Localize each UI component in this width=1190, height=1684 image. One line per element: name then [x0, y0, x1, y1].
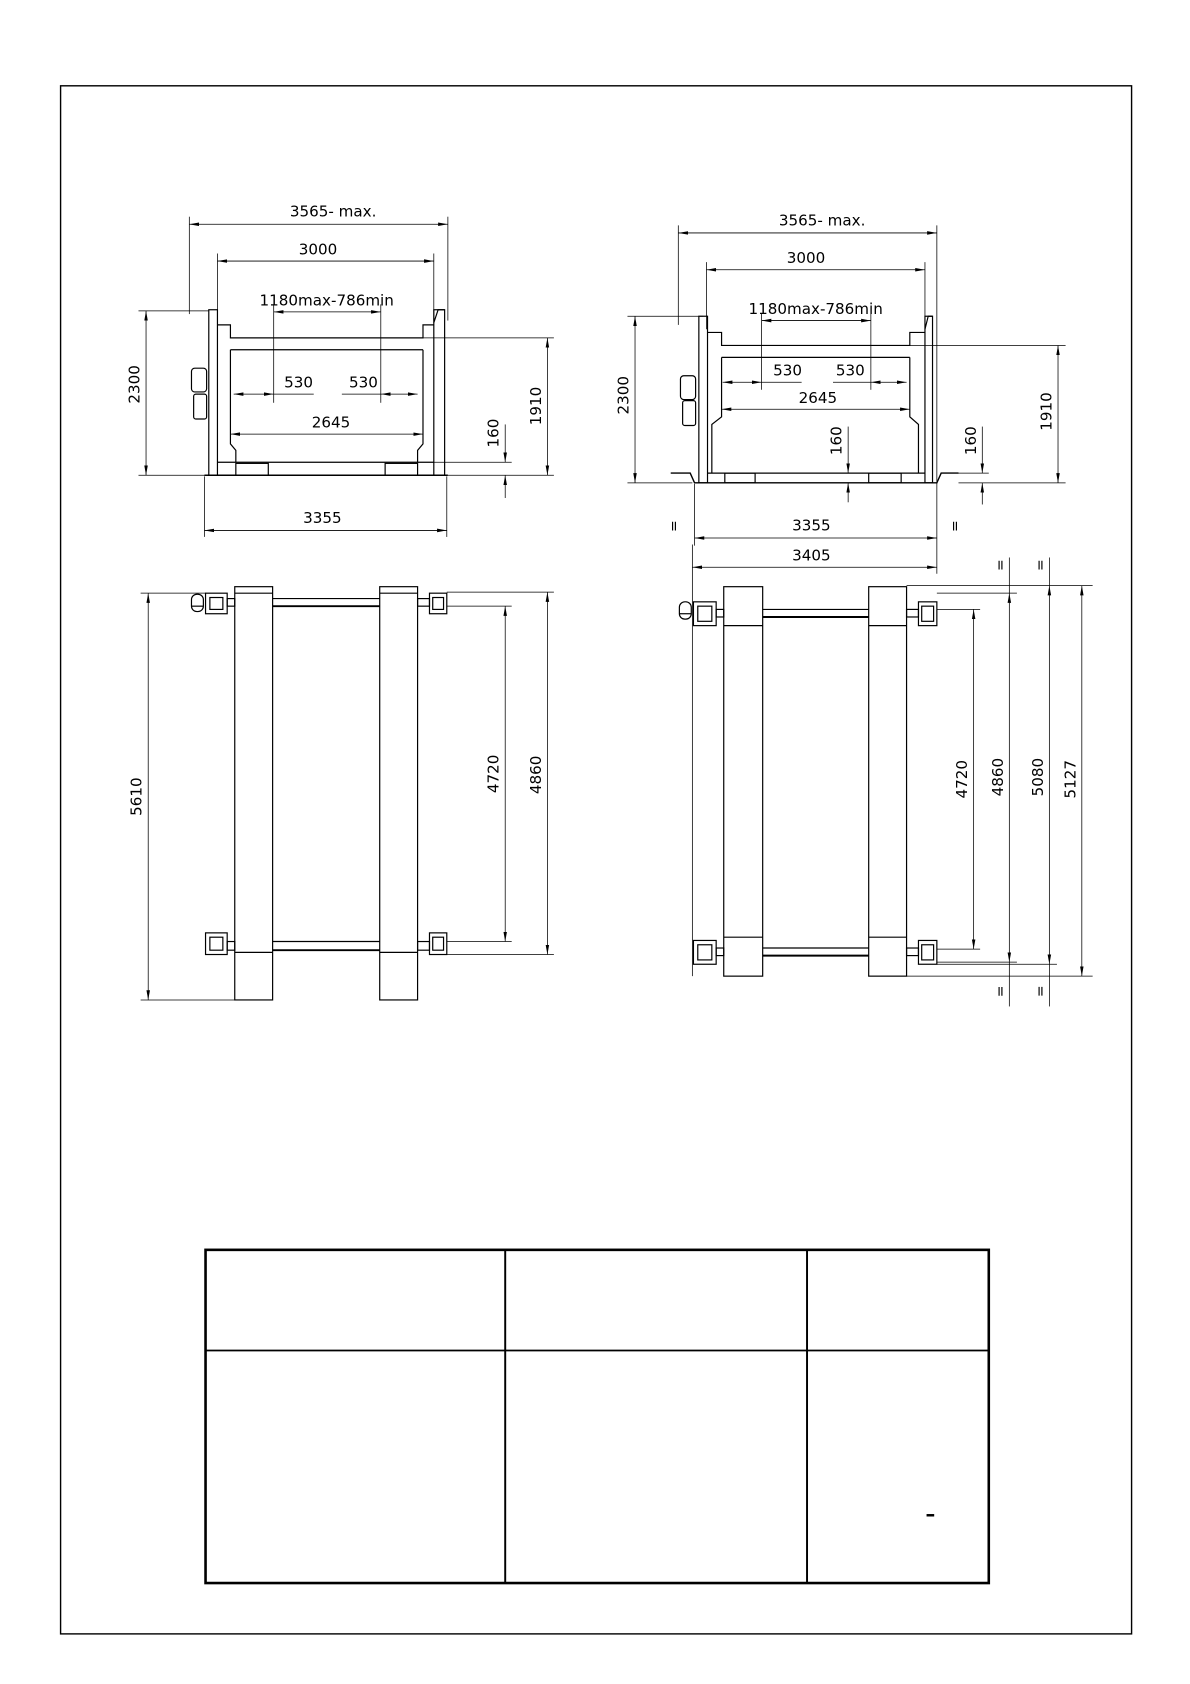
- overall-width-label: 3565- max.: [289, 202, 377, 221]
- left-post: [699, 316, 708, 483]
- runway-width-right-label: 530: [349, 373, 378, 392]
- dimensions: [907, 557, 1093, 1006]
- power-unit-motor: [683, 401, 696, 426]
- crossbeam-end: [716, 609, 724, 617]
- outer-length-label: 4860: [988, 757, 1007, 797]
- lift-structure: [191, 587, 446, 1000]
- dimensions: [615, 211, 1066, 976]
- lift-structure: [191, 310, 447, 476]
- ramp-left: [725, 473, 755, 483]
- overall-base-label: 3405: [792, 546, 831, 565]
- sheet-frame: [61, 86, 1132, 1634]
- equal-mark: =: [666, 520, 683, 532]
- runway-left: [235, 587, 273, 1000]
- ramp-left: [236, 463, 268, 475]
- dimensions: [128, 592, 554, 1000]
- dimensions: [126, 203, 554, 537]
- right-support: [418, 350, 423, 463]
- crossbeam-end: [418, 942, 430, 951]
- runway-outer-label: 2645: [311, 413, 351, 432]
- post-spacing-label: 3000: [786, 249, 826, 268]
- plan-view-1: [128, 587, 554, 1000]
- equal-mark: =: [1033, 559, 1050, 571]
- overall-width-label: 3565- max.: [778, 211, 866, 230]
- crossbeam-end: [418, 599, 430, 607]
- base-width-label: 3355: [303, 508, 342, 527]
- runway-outer-label: 2645: [798, 388, 838, 407]
- right-post-cap: [925, 316, 933, 329]
- base-width-label: 3355: [792, 516, 831, 535]
- equal-mark: =: [993, 559, 1010, 571]
- ramp-right: [869, 473, 901, 483]
- post-spacing-label: 3000: [298, 240, 338, 259]
- inner-length-label: 4720: [484, 754, 503, 794]
- left-support: [230, 350, 235, 463]
- height-label: 2300: [125, 365, 144, 404]
- power-unit-motor: [194, 394, 207, 419]
- ramp-right: [385, 463, 417, 475]
- runway-right: [869, 587, 907, 976]
- title-block-frame: [206, 1250, 989, 1583]
- right-post-cap: [434, 310, 445, 323]
- runway-spacing-label: 1180max-786min: [259, 291, 394, 310]
- overall-length-label: 5610: [127, 777, 146, 816]
- equal-mark: =: [947, 520, 964, 532]
- post-inner: [698, 606, 712, 621]
- lift-structure: [679, 587, 936, 976]
- height-label: 2300: [614, 375, 633, 415]
- outer-length-label: 4860: [526, 755, 545, 795]
- crossbeam-end: [907, 609, 919, 617]
- right-post: [434, 310, 445, 476]
- runway-width-left-label: 530: [284, 373, 314, 392]
- crossbeam-end: [716, 948, 724, 956]
- runway-right: [380, 587, 418, 1000]
- low-height-left-label: 160: [827, 426, 846, 456]
- post-top-left: [693, 602, 716, 626]
- power-unit: [679, 602, 691, 619]
- right-post: [925, 316, 933, 483]
- crossbeam-profile: [708, 332, 925, 345]
- power-unit: [191, 594, 203, 611]
- title-block-mark: –: [925, 1502, 936, 1526]
- post-bottom-left: [206, 933, 228, 955]
- lift-height-label: 1910: [526, 386, 545, 426]
- post-top-right: [429, 593, 446, 614]
- crossbeam-end: [907, 948, 919, 956]
- equal-mark: =: [993, 985, 1010, 998]
- runway-spacing-label: 1180max-786min: [748, 300, 883, 319]
- crossbeam-end: [227, 942, 235, 951]
- post-top-left: [206, 593, 228, 614]
- runway-width-left-label: 530: [773, 361, 803, 380]
- plan-view-2: [679, 557, 1092, 1006]
- post-length-label: 5080: [1028, 757, 1047, 797]
- inner-length-label: 4720: [953, 760, 972, 799]
- low-height-label: 160: [484, 418, 503, 448]
- post-inner: [433, 598, 444, 610]
- low-height-right-label: 160: [961, 426, 980, 456]
- front-elevation-view-2: [615, 211, 1066, 976]
- left-post: [209, 310, 218, 476]
- post-inner: [922, 945, 934, 960]
- runway-width-right-label: 530: [835, 361, 865, 380]
- right-support: [910, 357, 919, 473]
- crossbeam-profile: [217, 325, 433, 338]
- runway-left: [724, 587, 763, 976]
- post-bottom-left: [693, 940, 716, 964]
- power-unit: [191, 368, 206, 392]
- post-inner: [433, 937, 444, 950]
- post-inner: [922, 606, 934, 621]
- equal-mark: =: [1033, 985, 1050, 998]
- post-inner: [210, 598, 223, 610]
- title-block: [206, 1250, 989, 1583]
- left-support: [712, 357, 722, 473]
- post-inner: [698, 945, 712, 960]
- lift-height-label: 1910: [1037, 392, 1056, 431]
- crossbeam-end: [227, 599, 235, 607]
- ground-line: [671, 473, 959, 483]
- post-bottom-right: [429, 933, 446, 955]
- overall-length-label: 5127: [1061, 760, 1080, 799]
- front-elevation-view-1: [126, 203, 554, 537]
- post-inner: [210, 937, 223, 950]
- power-unit: [680, 376, 695, 400]
